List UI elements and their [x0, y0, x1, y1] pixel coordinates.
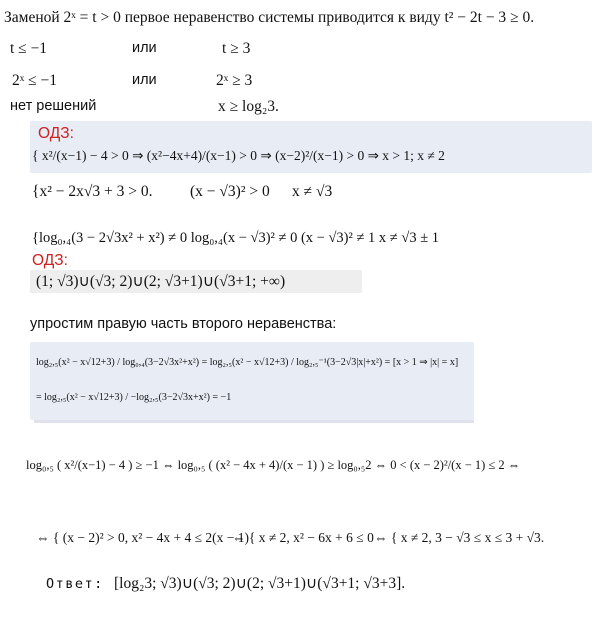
- odz-label-1: ОДЗ:: [38, 125, 74, 142]
- square-positive: (x − √3)² > 0: [190, 183, 270, 200]
- odz-derivation-1: { x²/(x−1) − 4 > 0 ⇒ (x²−4x+4)/(x−1) > 0 ⇒ (x−2)²/(x−1) > 0 ⇒ x > 1; x ≠ 2: [32, 148, 445, 163]
- odz-highlight-1: [30, 121, 592, 173]
- odz-label-2: ОДЗ:: [32, 252, 68, 269]
- intro-text: Заменой 2ˣ = t > 0 первое неравенство системы приводится к виду t² − 2t − 3 ≥ 0.: [4, 9, 535, 26]
- no-solutions-text: нет решений: [10, 98, 97, 114]
- system-3: ⇔ { x ≠ 2, 3 − √3 ≤ x ≤ 3 + √3.: [374, 530, 545, 545]
- fraction-block-shadow: [34, 420, 474, 423]
- x-ge-log2-3: x ≥ log₂3.: [218, 98, 279, 115]
- or-word-2: или: [132, 72, 157, 88]
- case-t-le-minus-1: t ≤ −1: [10, 40, 48, 57]
- x-ne-sqrt3: x ≠ √3: [292, 183, 333, 200]
- fraction-block: [30, 342, 474, 420]
- answer-label: Ответ:: [46, 576, 104, 592]
- log-not-zero-condition: {log₀,₄(3 − 2√3x² + x²) ≠ 0 log₀,₄(x − √3)² ≠ 0 (x − √3)² ≠ 1 x ≠ √3 ± 1: [32, 230, 440, 246]
- main-inequality-chain: log₀,₅ ( x²/(x−1) − 4 ) ≥ −1 ⇔ log₀,₅ ( (x² − 4x + 4)/(x − 1) ) ≥ log₀,₅2 ⇔ 0 < (x − 2)²/(x − 1) ≤ 2 ⇔: [26, 458, 521, 472]
- fraction-equation-2: = log₂,₅(x² − x√12+3) / −log₂,₅(3−2√3x+x²) = −1: [36, 392, 232, 403]
- or-word-1: или: [132, 40, 157, 56]
- case-t-ge-3: t ≥ 3: [222, 40, 251, 57]
- answer-value: [log₂3; √3)∪(√3; 2)∪(2; √3+1)∪(√3+1; √3+3].: [114, 575, 406, 592]
- system-2: ⇔ { x ≠ 2, x² − 6x + 6 ≤ 0: [232, 530, 374, 545]
- fraction-equation-1: log₂,₅(x² − x√12+3) / log₀,₄(3−2√3x²+x²) = log₂,₅(x² − x√12+3) / log₂,₅⁻¹(3−2√3|x|+x²) = [x > 1 ⇒ |x| = x]: [36, 357, 459, 368]
- odz-intervals: (1; √3)∪(√3; 2)∪(2; √3+1)∪(√3+1; +∞): [36, 273, 286, 290]
- system-1: ⇔ { (x − 2)² > 0, x² − 4x + 4 ≤ 2(x − 1): [36, 530, 250, 545]
- case-2x-ge-3: 2ˣ ≥ 3: [216, 72, 253, 89]
- simplify-heading: упростим правую часть второго неравенства:: [30, 316, 337, 332]
- quadratic-positive: {x² − 2x√3 + 3 > 0.: [32, 183, 153, 200]
- case-2x-le-minus-1: 2ˣ ≤ −1: [12, 72, 57, 89]
